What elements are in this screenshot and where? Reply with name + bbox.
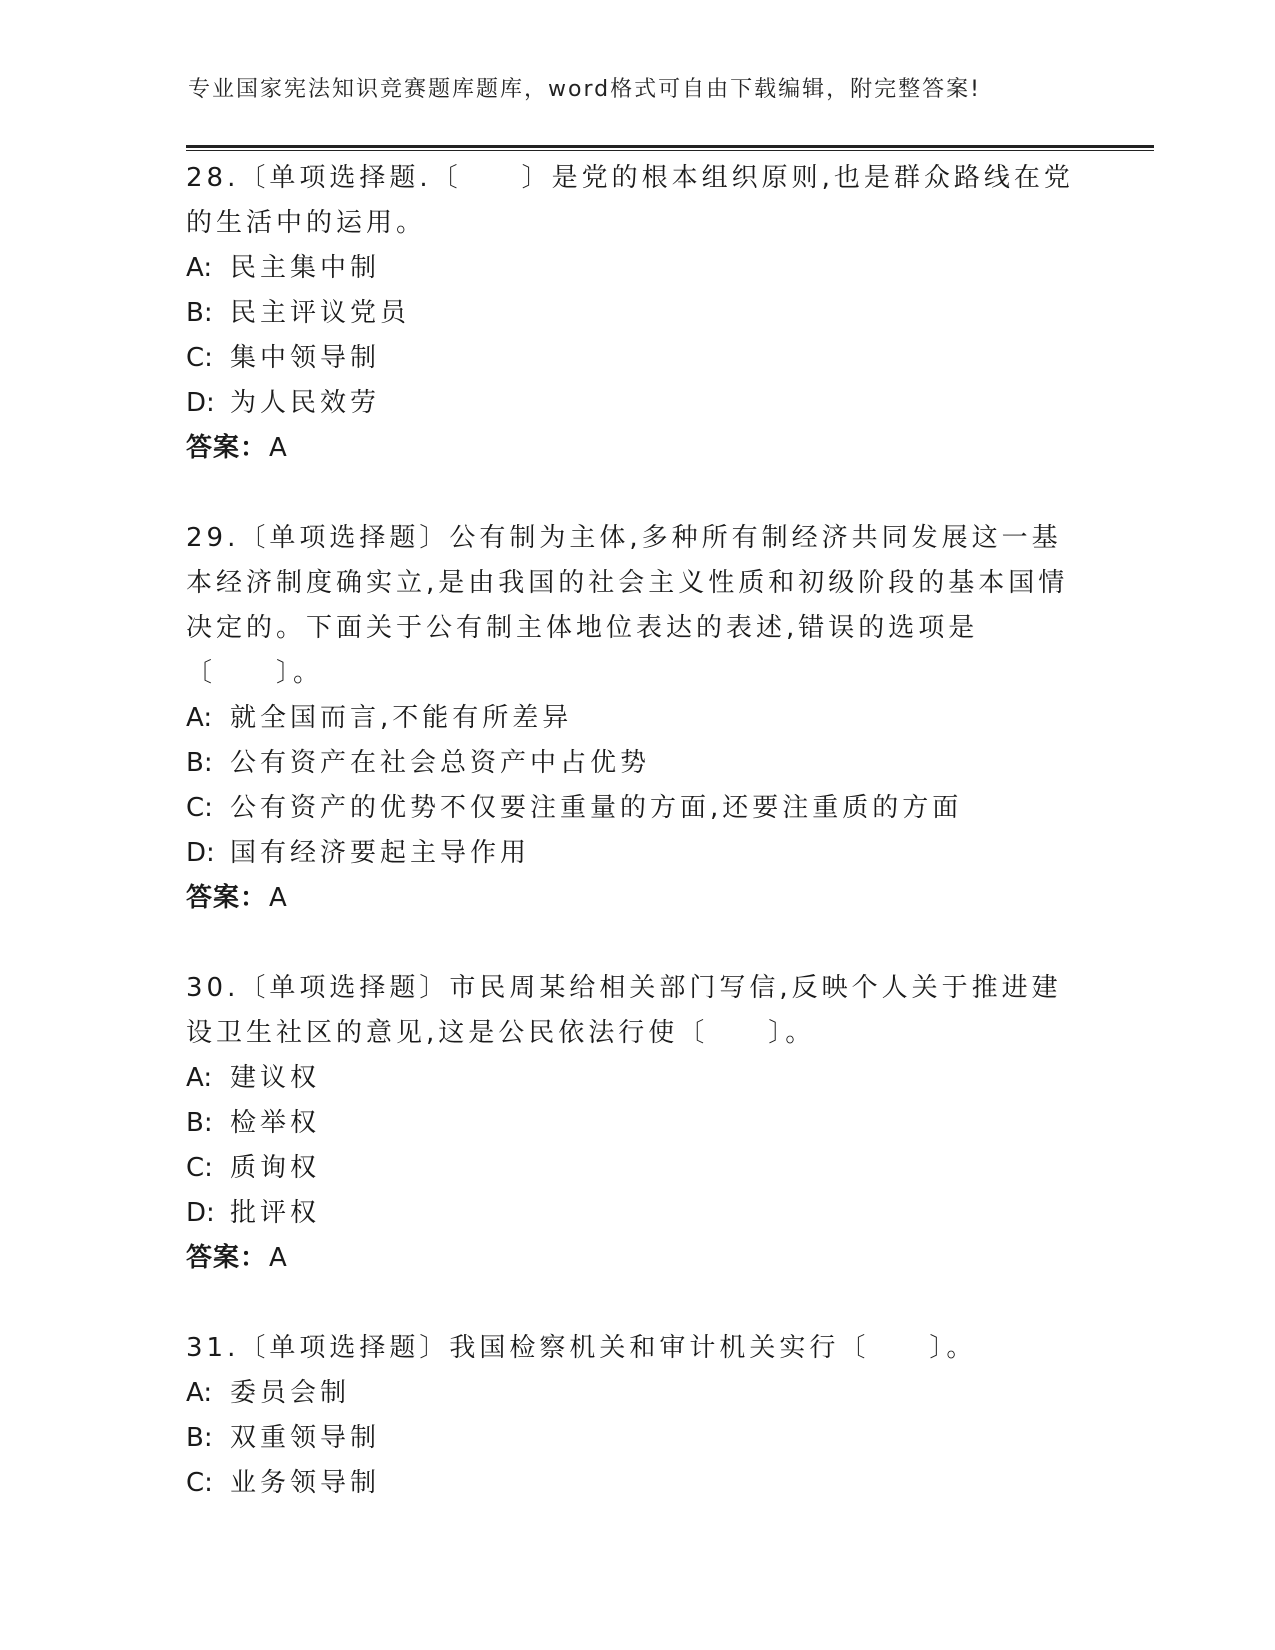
option-text: 委员会制: [230, 1378, 351, 1408]
option-text: 就全国而言,不能有所差异: [230, 703, 573, 733]
answer-value: A: [269, 1243, 288, 1273]
option-c: [186, 786, 1086, 831]
option-letter: B:: [186, 748, 213, 778]
option-text: 国有经济要起主导作用: [230, 838, 531, 868]
option-d: [186, 831, 1086, 876]
header-divider: [186, 145, 1154, 151]
option-letter: A:: [186, 1378, 213, 1408]
option-text: 业务领导制: [230, 1468, 381, 1498]
question-stem: 30.〔单项选择题〕市民周某给相关部门写信,反映个人关于推进建设卫生社区的意见,这是公民依法行使〔 〕。: [186, 973, 1062, 1048]
option-letter: B:: [186, 1423, 213, 1453]
option-b: [186, 291, 1086, 336]
option-letter: A:: [186, 703, 213, 733]
option-text: 为人民效劳: [230, 388, 381, 418]
option-letter: D:: [186, 388, 215, 418]
option-letter: A:: [186, 253, 213, 283]
answer-line: [186, 876, 1086, 921]
option-a: [186, 246, 1086, 291]
option-c: [186, 1146, 1086, 1191]
option-letter: A:: [186, 1063, 213, 1093]
option-letter: C:: [186, 1153, 213, 1183]
option-text: 质询权: [230, 1153, 321, 1183]
option-letter: B:: [186, 298, 213, 328]
option-letter: C:: [186, 793, 213, 823]
answer-line: [186, 426, 1086, 471]
answer-label: 答案：: [186, 1243, 268, 1273]
page-header: 专业国家宪法知识竞赛题库题库，word格式可自由下载编辑，附完整答案!: [188, 77, 981, 102]
question-item: [186, 1326, 1086, 1506]
question-stem: 29.〔单项选择题〕公有制为主体,多种所有制经济共同发展这一基本经济制度确实立,是由我国的社会主义性质和初级阶段的基本国情决定的。下面关于公有制主体地位表达的表述,错误的选项是〔 〕。: [186, 523, 1069, 688]
answer-line: [186, 1236, 1086, 1281]
question-list: [186, 156, 1086, 1551]
option-text: 建议权: [230, 1063, 321, 1093]
question-stem: 28.〔单项选择题.〔 〕是党的根本组织原则,也是群众路线在党的生活中的运用。: [186, 163, 1074, 238]
option-letter: D:: [186, 838, 215, 868]
question-item: [186, 156, 1086, 471]
option-a: [186, 696, 1086, 741]
question-stem: 31.〔单项选择题〕我国检察机关和审计机关实行〔 〕。: [186, 1333, 977, 1363]
option-text: 检举权: [230, 1108, 321, 1138]
option-text: 公有资产在社会总资产中占优势: [230, 748, 651, 778]
answer-label: 答案：: [186, 883, 268, 913]
option-text: 民主集中制: [230, 253, 381, 283]
option-letter: B:: [186, 1108, 213, 1138]
option-text: 公有资产的优势不仅要注重量的方面,还要注重质的方面: [230, 793, 963, 823]
option-d: [186, 1191, 1086, 1236]
option-d: [186, 381, 1086, 426]
question-item: [186, 966, 1086, 1281]
option-a: [186, 1371, 1086, 1416]
option-c: [186, 336, 1086, 381]
option-letter: D:: [186, 1198, 215, 1228]
option-letter: C:: [186, 343, 213, 373]
option-b: [186, 1101, 1086, 1146]
option-a: [186, 1056, 1086, 1101]
question-item: [186, 516, 1086, 921]
answer-label: 答案：: [186, 433, 268, 463]
answer-value: A: [269, 883, 288, 913]
option-c: [186, 1461, 1086, 1506]
answer-value: A: [269, 433, 288, 463]
option-text: 批评权: [230, 1198, 321, 1228]
option-b: [186, 741, 1086, 786]
option-text: 集中领导制: [230, 343, 381, 373]
option-letter: C:: [186, 1468, 213, 1498]
option-b: [186, 1416, 1086, 1461]
option-text: 民主评议党员: [230, 298, 411, 328]
option-text: 双重领导制: [230, 1423, 381, 1453]
